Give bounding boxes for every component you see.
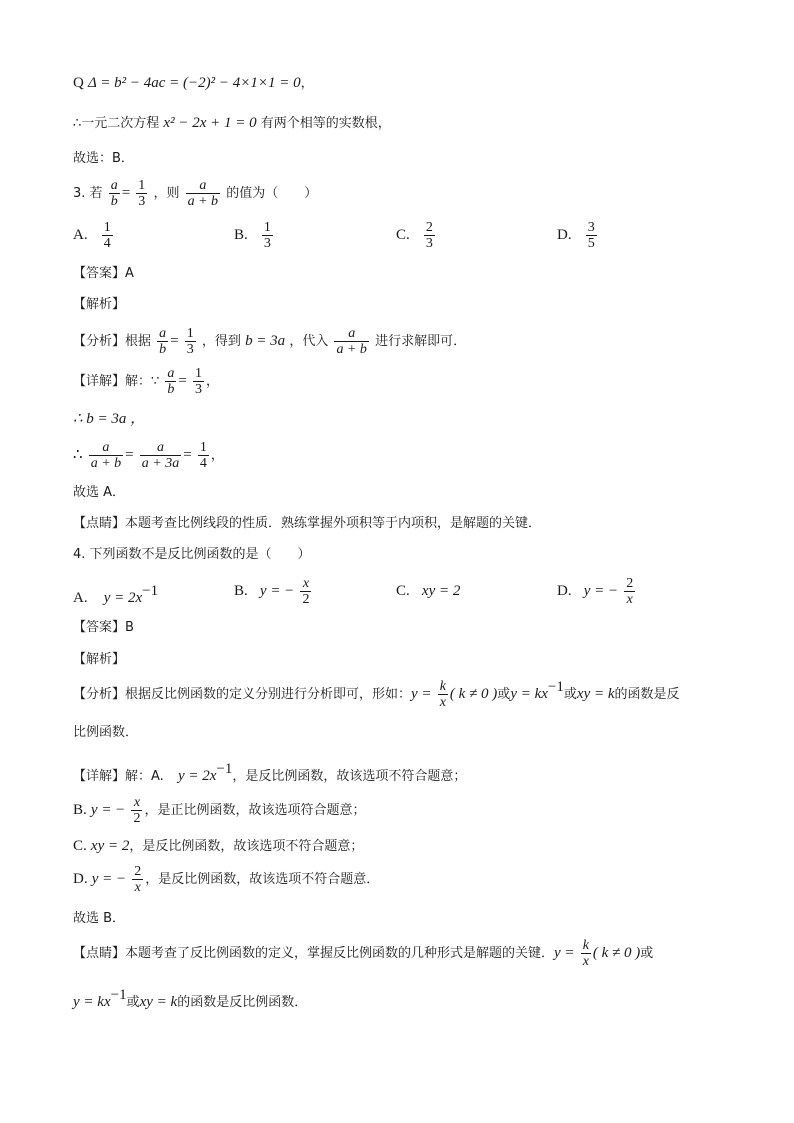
q4-xiangjie-b: B. y = − $\frac{x}{2}$ ，是正比例函数，故该选项符合题意； (73, 795, 366, 826)
q4-option-d: D. y = − $\frac{2}{x}$ (557, 576, 634, 607)
q3-fenxi: 【分析】根据 $\frac{a}{b}$ = $\frac{1}{3}$ ，得到 b = 3a ，代入 $\frac{a}{a + b}$ 进行求解即可． (73, 326, 467, 357)
q3-option-a: A. $\frac{1}{4}$ (73, 220, 111, 251)
q3-dianjing: 【点睛】本题考查比例线段的性质．熟练掌握外项积等于内项积，是解题的关键． (73, 516, 542, 531)
q3-answer: 【答案】A (73, 266, 134, 281)
q4-stem: 4. 下列函数不是反比例函数的是（ ） (73, 547, 311, 562)
delta-expression: Δ = b² − 4ac = (−2)² − 4×1×1 = 0 (87, 75, 301, 91)
roots-statement: ∴一元二次方程 x² − 2x + 1 = 0 有两个相等的实数根， (73, 115, 391, 131)
q4-jiexi: 【解析】 (73, 652, 126, 667)
fraction: $\frac{a}{a + b}$ (187, 178, 219, 209)
q3-xiangjie: 【详解】解：∵ $\frac{a}{b}$ = $\frac{1}{3}$ ， (73, 366, 220, 397)
q3-option-b: B. $\frac{1}{3}$ (234, 220, 271, 251)
q4-xiangjie-d: D. y = − $\frac{2}{x}$ ，是反比例函数，故该选项不符合题意． (73, 864, 380, 895)
q4-dianjing-line2: $y = kx^{-1}$或xy = k的函数是反比例函数． (73, 987, 308, 1010)
q3-option-d: D. $\frac{3}{5}$ (557, 220, 595, 251)
q3-stem: 3. 若 $\frac{a}{b}$ = $\frac{1}{3}$ ，则 $\frac{a}{a + b}$ 的值为（ ） (73, 178, 318, 209)
q3-step2: ∴ $\frac{a}{a + b}$ = $\frac{a}{a + 3a}$ = $\frac{1}{4}$ ， (73, 440, 224, 471)
q4-answer: 【答案】B (73, 620, 134, 635)
q3-option-c: C. $\frac{2}{3}$ (396, 220, 433, 251)
q4-option-b: B. y = − $\frac{x}{2}$ (234, 576, 310, 607)
q4-xiangjie-c: C. xy = 2，是反比例函数，故该选项不符合题意； (73, 838, 364, 854)
fraction: $\frac{1}{3}$ (138, 178, 146, 209)
q4-option-a: A. $y = 2x^{-1}$ (73, 583, 159, 606)
q3-step1: ∴ b = 3a ， (73, 411, 146, 427)
q3-conclusion: 故选 A． (73, 485, 126, 500)
q4-xiangjie-a: 【详解】解：A. $y = 2x^{-1}$，是反比例函数，故该选项不符合题意； (73, 761, 467, 784)
q3-jiexi: 【解析】 (73, 297, 126, 312)
q4-conclusion: 故选 B． (73, 911, 126, 926)
choice-b-line: 故选：B． (73, 151, 134, 166)
q4-option-c: C. xy = 2 (396, 583, 461, 599)
fraction: $\frac{a}{b}$ (110, 178, 118, 209)
q-symbol: Q (73, 75, 84, 91)
q4-fenxi: 【分析】根据反比例函数的定义分别进行分析即可，形如：y = $\frac{k}{x}$ ( k ≠ 0 )或$y = kx^{-1}$或xy = k的函数是反 (73, 679, 680, 710)
q4-fenxi-line2: 比例函数． (73, 725, 139, 740)
q4-dianjing: 【点睛】本题考查了反比例函数的定义，掌握反比例函数的几种形式是解题的关键．y = $\frac{k}{x}$ ( k ≠ 0 )或 (73, 938, 654, 969)
delta-line: Q Δ = b² − 4ac = (−2)² − 4×1×1 = 0， (73, 75, 314, 91)
